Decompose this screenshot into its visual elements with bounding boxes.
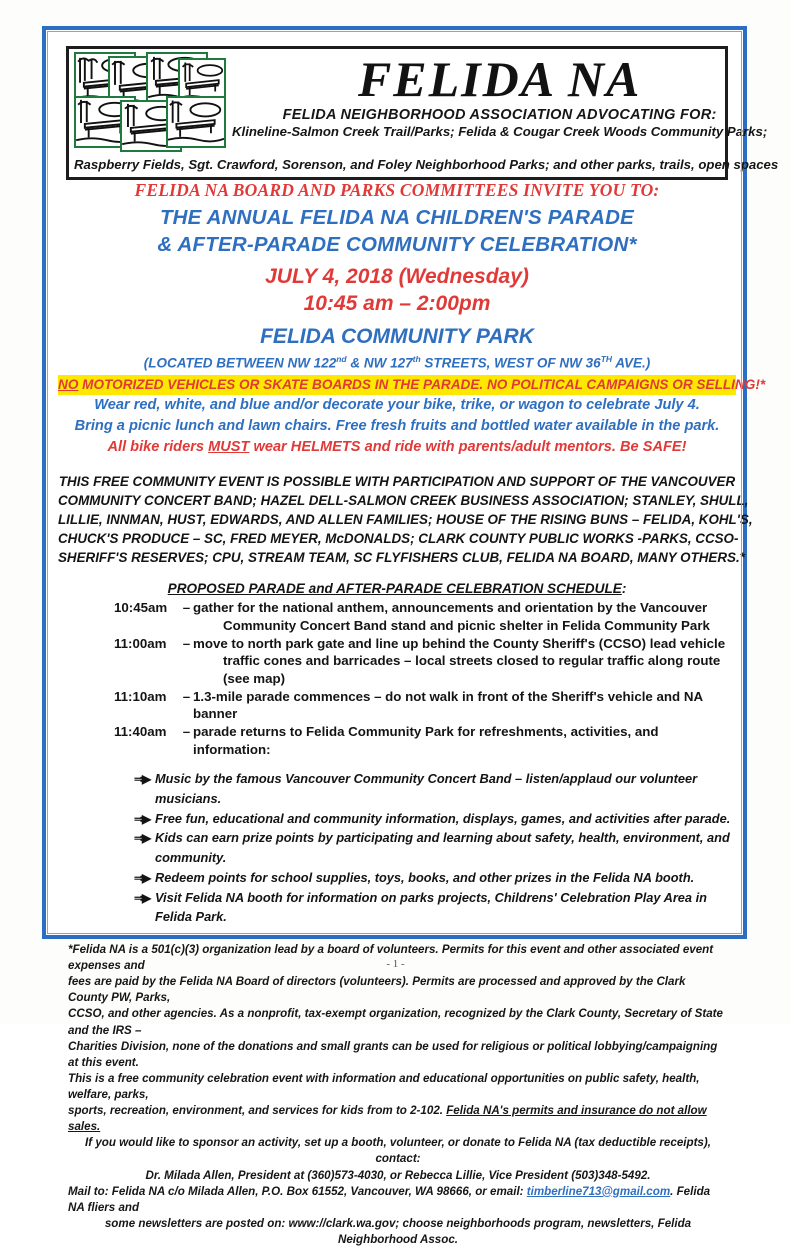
fineprint-line: This is a free community celebration event with information and educational opportunities on public safety, health, welfare, parks, [68, 1071, 700, 1101]
schedule-text: parade returns to Felida Community Park for refreshments, activities, and information: [193, 724, 659, 757]
helmet-pre: All bike riders [107, 439, 209, 456]
fineprint-line: CCSO, and other agencies. As a nonprofit, tax-exempt organization, recognized by the Clark County, Secretary of State and the IRS – [68, 1007, 723, 1037]
schedule-dash: – [182, 724, 191, 740]
felida-na-logo [74, 52, 226, 156]
note-helmets [58, 437, 736, 458]
schedule-dash: – [182, 600, 191, 616]
activity-item [134, 868, 736, 888]
activity-item [134, 828, 736, 867]
schedule-text [193, 635, 736, 688]
arrow-bullet-icon: ⇒▶ [134, 811, 150, 826]
schedule-text-continuation: traffic cones and barricades – local streets closed to regular traffic along route (see map) [223, 653, 721, 687]
schedule-time: 11:10am [114, 688, 167, 704]
event-title-line-1: THE ANNUAL FELIDA NA CHILDREN'S PARADE [159, 205, 635, 229]
mail-line-1 [68, 1184, 728, 1216]
fineprint-line: *Felida NA is a 501(c)(3) organization lead by a board of volunteers. Permits for this event and other associated event expenses and [68, 943, 714, 973]
schedule-time: 11:40am [114, 724, 167, 740]
schedule-dash: – [182, 635, 191, 651]
location-mid-2: STREETS, WEST OF NW 36 [420, 355, 601, 371]
mail-post: . Felida NA fliers and [68, 1184, 711, 1214]
event-location [58, 354, 736, 372]
event-date: JULY 4, 2018 (Wednesday) [265, 264, 529, 288]
sponsor-line: LILLIE, INNMAN, HUST, EDWARDS, AND ALLEN FAMILIES; HOUSE OF THE RISING BUNS – FELIDA, KOHL'S, [58, 512, 753, 528]
sponsor-line: SHERIFF'S RESERVES; CPU, STREAM TEAM, SC FLYFISHERS CLUB, FELIDA NA BOARD, MANY OTHERS.* [58, 550, 745, 566]
schedule-row [114, 688, 736, 723]
event-title-line-2: & AFTER-PARADE COMMUNITY CELEBRATION* [157, 232, 637, 256]
arrow-bullet-icon: ⇒▶ [134, 890, 150, 905]
location-suffix: AVE.) [612, 355, 651, 371]
location-prefix: (LOCATED BETWEEN NW 122 [143, 355, 337, 371]
location-mid: & NW 127 [346, 355, 413, 371]
restriction-rest: MOTORIZED VEHICLES OR SKATE BOARDS IN THE PARADE. NO POLITICAL CAMPAIGNS OR SELLING!* [78, 376, 766, 392]
location-sup-122: nd [336, 353, 347, 364]
location-sup-36: TH [600, 353, 613, 364]
restriction-no-underlined: NO [58, 376, 79, 392]
schedule-text-main: move to north park gate and line up behind the County Sheriff's (CCSO) lead vehicle [193, 635, 726, 651]
event-venue: FELIDA COMMUNITY PARK [260, 325, 534, 349]
flyer-content [58, 180, 766, 1248]
note-picnic: Bring a picnic lunch and lawn chairs. Free fresh fruits and bottled water available in the park. [74, 417, 720, 434]
sponsor-line: COMMUNITY CONCERT BAND; HAZEL DELL-SALMON CREEK BUSINESS ASSOCIATION; STANLEY, SHULL, [58, 493, 749, 509]
advocacy-line-1: Klineline-Salmon Creek Trail/Parks; Felida & Cougar Creek Woods Community Parks; [232, 124, 768, 139]
schedule-text-main: gather for the national anthem, announcements and orientation by the Vancouver [193, 600, 708, 616]
arrow-bullet-icon: ⇒▶ [134, 870, 150, 885]
activity-text: Music by the famous Vancouver Community Concert Band – listen/applaud our volunteer musicians. [155, 771, 698, 807]
sponsor-line: CHUCK'S PRODUCE – SC, FRED MEYER, McDONALDS; CLARK COUNTY PUBLIC WORKS -PARKS, CCSO- [58, 531, 739, 547]
schedule-text [193, 599, 736, 634]
fineprint-line-sales [68, 1103, 728, 1135]
flyer-border-frame [42, 26, 779, 1246]
mail-pre: Mail to: Felida NA c/o Milada Allen, P.O. Box 61552, Vancouver, WA 98666, or email: [68, 1184, 527, 1198]
park-bench-icon [168, 98, 224, 146]
logo-tile [166, 96, 226, 148]
schedule-row [114, 723, 736, 758]
schedule-time: 10:45am [114, 600, 168, 616]
schedule-row [114, 599, 736, 634]
arrow-bullet-icon: ⇒▶ [134, 831, 150, 846]
fineprint-sales-pre: sports, recreation, environment, and services for kids from to 2-102. [68, 1104, 447, 1118]
activity-text: Kids can earn prize points by participating and learning about safety, health, environment, and community. [155, 830, 730, 866]
schedule-dash: – [182, 688, 191, 704]
schedule-text-continuation: Community Concert Band stand and picnic shelter in Felida Community Park [223, 618, 710, 633]
fineprint-line: Charities Division, none of the donations and small grants can be used for religious or political lobbying/campaigning at this event. [68, 1039, 718, 1069]
event-time: 10:45 am – 2:00pm [303, 292, 491, 316]
header-top-row [74, 51, 768, 156]
schedule-text: 1.3-mile parade commences – do not walk in front of the Sheriff's vehicle and NA banner [193, 688, 703, 722]
sponsor-line: THIS FREE COMMUNITY EVENT IS POSSIBLE WITH PARTICIPATION AND SUPPORT OF THE VANCOUVER [58, 474, 736, 490]
contact-line-2: Dr. Milada Allen, President at (360)573-4030, or Rebecca Lillie, Vice President (503)348-5492. [145, 1168, 651, 1182]
fineprint-line: fees are paid by the Felida NA Board of directors (volunteers). Permits are processed and approved by the Clark County PW, Parks, [68, 975, 686, 1005]
org-title: FELIDA NA [357, 51, 642, 107]
org-tagline: FELIDA NEIGHBORHOOD ASSOCIATION ADVOCATING FOR: [282, 107, 717, 123]
activities-list [58, 769, 736, 927]
helmet-must-underlined: MUST [208, 439, 250, 456]
activity-item [134, 888, 736, 927]
activity-item [134, 769, 736, 808]
schedule-title [58, 581, 736, 596]
note-wear-colors: Wear red, white, and blue and/or decorate your bike, trike, or wagon to celebrate July 4. [94, 397, 700, 414]
location-sup-127: th [412, 353, 421, 364]
fineprint-sales-underlined: Felida NA's permits and insurance do not allow sales. [68, 1104, 707, 1134]
invite-red-header: FELIDA NA BOARD AND PARKS COMMITTEES INVITE YOU TO: [134, 180, 660, 200]
advocacy-line-2: Raspberry Fields, Sgt. Crawford, Sorenson, and Foley Neighborhood Parks; and other parks, trails, open spaces [74, 157, 779, 172]
restriction-banner [58, 375, 766, 395]
page-number: - 1 - [386, 958, 405, 970]
activity-text: Free fun, educational and community information, displays, games, and activities after parade. [155, 810, 731, 826]
email-link[interactable]: timberline713@gmail.com [526, 1184, 671, 1198]
activity-item [134, 809, 736, 829]
schedule-time: 11:00am [114, 635, 167, 651]
header-box [66, 46, 779, 180]
schedule-row [114, 635, 736, 688]
activity-text: Visit Felida NA booth for information on parks projects, Childrens' Celebration Play Area in Felida Park. [155, 889, 707, 925]
fineprint-block [58, 942, 736, 1248]
header-title-block [232, 52, 767, 140]
schedule-title-colon: : [621, 581, 627, 597]
helmet-post: wear HELMETS and ride with parents/adult mentors. Be SAFE! [249, 439, 687, 456]
arrow-bullet-icon: ⇒▶ [134, 772, 150, 787]
contact-line-1: If you would like to sponsor an activity, set up a booth, volunteer, or donate to Felida NA (tax deductible receipts), contact: [85, 1136, 711, 1166]
schedule-list [58, 599, 736, 758]
activity-text: Redeem points for school supplies, toys, books, and other prizes in the Felida NA booth. [155, 869, 695, 885]
sponsors-block [58, 472, 753, 567]
schedule-title-underlined: PROPOSED PARADE and AFTER-PARADE CELEBRATION SCHEDULE [167, 581, 622, 597]
mail-line-2: some newsletters are posted on: www://clark.wa.gov; choose neighborhoods program, newsletters, Felida Neighborhood Assoc. [104, 1216, 692, 1246]
